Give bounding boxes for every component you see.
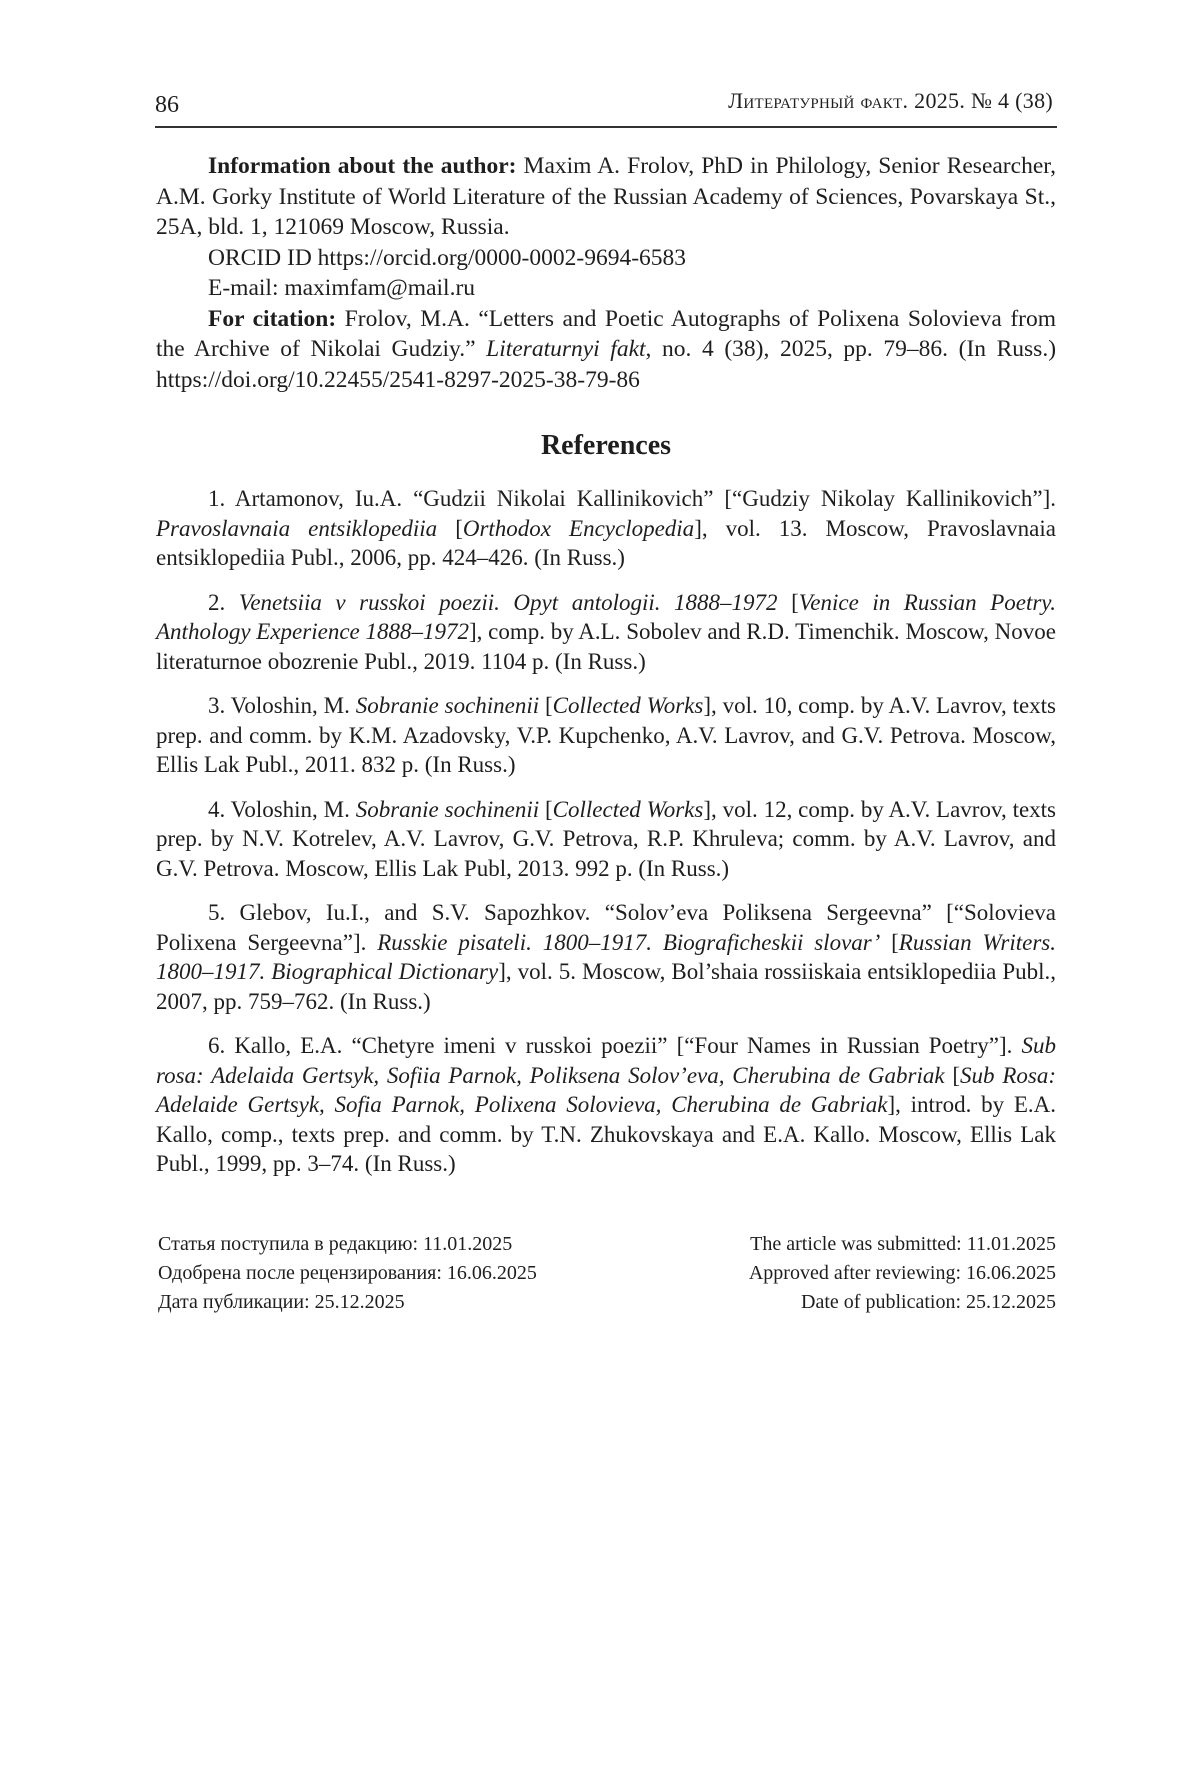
- references-list: [156, 484, 1056, 1194]
- ref-italic-translation: Collected Works: [552, 693, 704, 718]
- ru-published-date: Дата публикации: 25.12.2025: [158, 1291, 405, 1313]
- ref-text: [: [539, 796, 553, 822]
- ref-italic-translation: Sub Rosa: Adelaide Gertsyk, Sofia Parnok, Polixena Solovieva, Cherubina de Gabriak: [156, 1062, 1056, 1117]
- en-submitted-date: The article was submitted: 11.01.2025: [750, 1233, 1056, 1255]
- ref-italic-translation: Collected Works: [552, 796, 704, 822]
- publication-dates: [158, 1230, 1056, 1317]
- ref-italic-translation: Venice in Russian Poetry. Anthology Experience 1888–1972: [156, 589, 1056, 644]
- ref-italic-title: Sub rosa: Adelaida Gertsyk, Sofiia Parnok, Poliksena Solov’eva, Cherubina de Gabriak: [156, 1033, 1056, 1088]
- dates-row-published: [158, 1288, 1056, 1317]
- ref-text: 5. Glebov, Iu.I., and S.V. Sapozhkov. “Solov’eva Poliksena Sergeevna” [“Solovieva Polixena Sergeevna”].: [156, 900, 1056, 955]
- citation-journal: Literaturnyi fakt: [486, 336, 646, 362]
- ref-text: 1. Artamonov, Iu.A. “Gudzii Nikolai Kallinikovich” [“Gudziy Nikolay Kallinikovich”].: [208, 486, 1056, 511]
- ref-text: [: [437, 515, 463, 541]
- citation-paragraph: [156, 304, 1056, 396]
- ref-text: ], vol. 10, comp. by A.V. Lavrov, texts prep. and comm. by K.M. Azadovsky, V.P. Kupchenko, A.V. Lavrov, and G.V. Petrova. Moscow, Ellis Lak Publ., 2011. 832 p. (In Russ.): [156, 693, 1057, 777]
- ref-text: [: [539, 693, 553, 718]
- references-heading: References: [540, 430, 672, 461]
- author-info-label: Information about the author:: [208, 153, 517, 179]
- citation-text: Frolov, M.A. “Letters and Poetic Autographs of Polixena Solovieva from the Archive of Nikolai Gudziy.”: [156, 305, 1057, 362]
- ref-text: ], vol. 5. Moscow, Bol’shaia rossiiskaia entsiklopediia Publ., 2007, pp. 759–762. (In Russ.): [156, 959, 1057, 1014]
- ref-text: [: [777, 589, 799, 615]
- reference-item-6: [156, 1031, 1056, 1179]
- orcid-line: ORCID ID https://orcid.org/0000-0002-9694-6583: [208, 244, 687, 271]
- ref-text: 6. Kallo, E.A. “Chetyre imeni v russkoi poezii” [“Four Names in Russian Poetry”].: [208, 1033, 1022, 1058]
- ref-text: ], vol. 13. Moscow, Pravoslavnaia entsiklopediia Publ., 2006, pp. 424–426. (In Russ.): [156, 515, 1056, 570]
- en-approved-date: Approved after reviewing: 16.06.2025: [748, 1262, 1056, 1284]
- citation-details: , no. 4 (38), 2025, pp. 79–86. (In Russ.) https://doi.org/10.22455/2541-8297-2025-38-79-86: [156, 336, 1057, 393]
- reference-item-2: [156, 588, 1056, 677]
- dates-row-submitted: [158, 1230, 1056, 1259]
- ref-italic-translation: Orthodox Encyclopedia: [462, 515, 695, 541]
- ref-text: ], introd. by E.A. Kallo, comp., texts prep. and comm. by T.N. Zhukovskaya and E.A. Kallo. Moscow, Ellis Lak Publ., 1999, pp. 3–74. (In Russ.): [156, 1092, 1056, 1176]
- email-line: E-mail: maximfam@mail.ru: [208, 275, 476, 301]
- page-number: 86: [155, 92, 179, 118]
- ref-italic-title: Russkie pisateli. 1800–1917. Biograficheskii slovar’: [377, 929, 881, 955]
- ref-italic-translation: Russian Writers. 1800–1917. Biographical Dictionary: [156, 929, 1056, 984]
- ref-italic-title: Venetsiia v russkoi poezii. Opyt antologii. 1888–1972: [238, 589, 778, 615]
- ref-text: [: [944, 1062, 961, 1088]
- reference-item-5: [156, 898, 1056, 1016]
- ref-text: ], comp. by A.L. Sobolev and R.D. Timenchik. Moscow, Novoe literaturnoe obozrenie Publ., 2019. 1104 p. (In Russ.): [156, 619, 1056, 674]
- citation-label: For citation:: [208, 305, 337, 332]
- ru-approved-date: Одобрена после рецензирования: 16.06.2025: [158, 1262, 537, 1284]
- ref-text: [: [880, 929, 899, 955]
- ru-submitted-date: Статья поступила в редакцию: 11.01.2025: [158, 1233, 513, 1255]
- author-info-block: [156, 151, 1056, 395]
- author-info-text: Maxim A. Frolov, PhD in Philology, Senior Researcher, A.M. Gorky Institute of World Literature of the Russian Academy of Sciences, Povarskaya St., 25A, bld. 1, 121069 Moscow, Russia.: [156, 153, 1057, 240]
- ref-italic-title: Sobranie sochinenii: [355, 693, 540, 718]
- ref-text: 2.: [208, 589, 239, 615]
- reference-item-4: [156, 795, 1056, 884]
- page-header: [155, 82, 1057, 128]
- author-info-paragraph: [156, 151, 1056, 243]
- ref-italic-title: Pravoslavnaia entsiklopediia: [156, 515, 438, 541]
- reference-item-1: [156, 484, 1056, 573]
- en-published-date: Date of publication: 25.12.2025: [801, 1291, 1056, 1313]
- ref-text: 4. Voloshin, M.: [208, 796, 356, 822]
- running-head: Литературный факт. 2025. № 4 (38): [728, 88, 1053, 113]
- ref-italic-title: Sobranie sochinenii: [355, 796, 540, 822]
- dates-row-approved: [158, 1259, 1056, 1288]
- ref-text: ], vol. 12, comp. by A.V. Lavrov, texts prep. by N.V. Kotrelev, A.V. Lavrov, G.V. Petrova, R.P. Khruleva; comm. by A.V. Lavrov, and G.V. Petrova. Moscow, Ellis Lak Publ, 2013. 992 p. (In Russ.): [156, 796, 1057, 881]
- reference-item-3: [156, 691, 1056, 780]
- ref-text: 3. Voloshin, M.: [208, 693, 356, 718]
